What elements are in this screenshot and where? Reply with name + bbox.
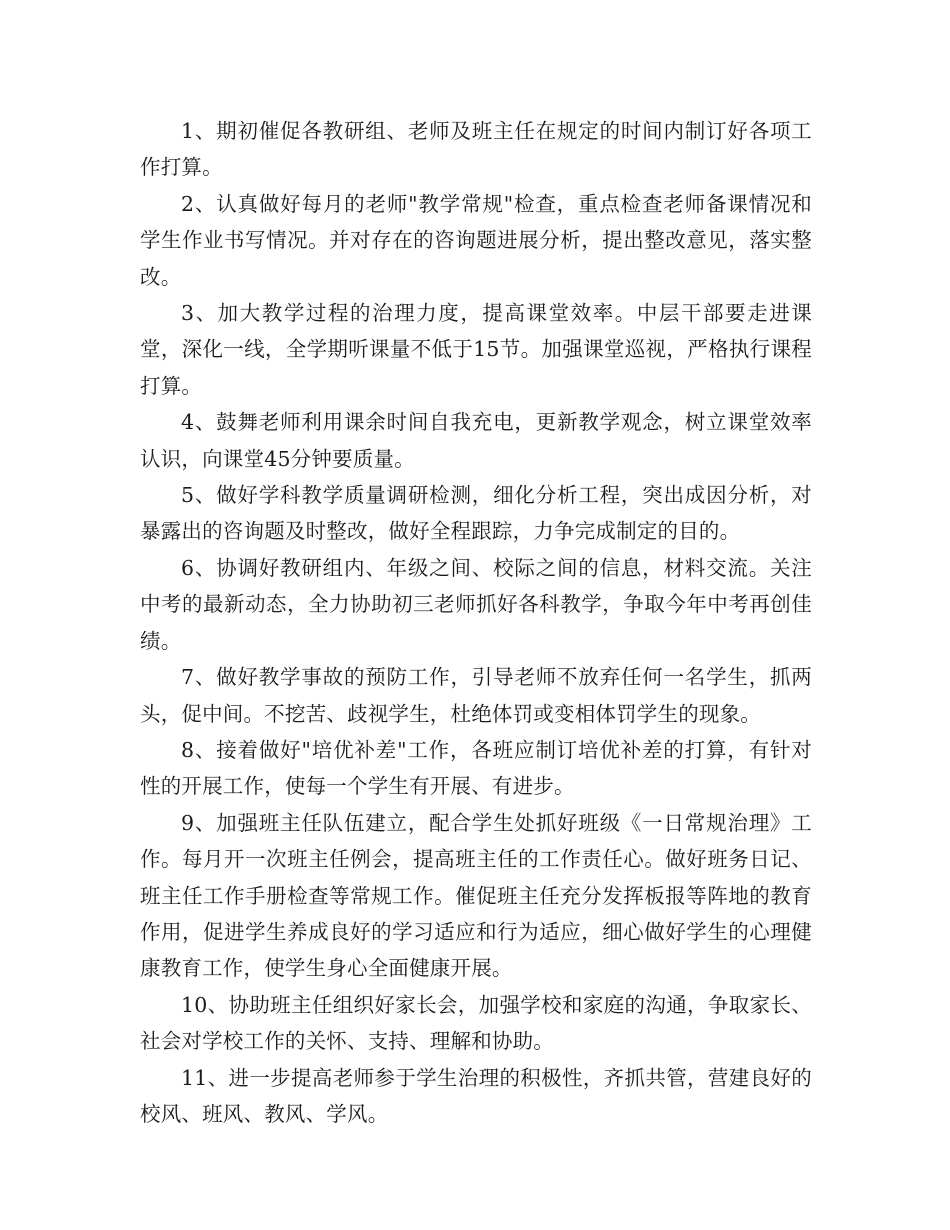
paragraph-item-6: 6、协调好教研组内、年级之间、校际之间的信息，材料交流。关注中考的最新动态，全力协助初三老师抓好各科教学，争取今年中考再创佳绩。 [140,555,812,653]
paragraph-item-11: 11、进一步提高老师参于学生治理的积极性，齐抓共管，营建良好的校风、班风、教风、学风。 [140,1065,812,1126]
document-body [140,113,812,1132]
paragraph-item-4: 4、鼓舞老师利用课余时间自我充电，更新教学观念，树立课堂效率认识，向课堂45分钟要质量。 [140,410,812,471]
paragraph-item-2: 2、认真做好每月的老师"教学常规"检查，重点检查老师备课情况和学生作业书写情况。并对存在的咨询题进展分析，提出整改意见，落实整改。 [140,191,812,289]
paragraph-item-8: 8、接着做好"培优补差"工作，各班应制订培优补差的打算，有针对性的开展工作，使每一个学生有开展、有进步。 [140,737,812,799]
paragraph-item-7: 7、做好教学事故的预防工作，引导老师不放弃任何一名学生，抓两头，促中间。不挖苦、歧视学生，杜绝体罚或变相体罚学生的现象。 [140,665,812,726]
paragraph-item-10: 10、协助班主任组织好家长会，加强学校和家庭的沟通，争取家长、社会对学校工作的关怀、支持、理解和协助。 [140,992,812,1054]
paragraph-item-3: 3、加大教学过程的治理力度，提高课堂效率。中层干部要走进课堂，深化一线，全学期听课量不低于15节。加强课堂巡视，严格执行课程打算。 [140,301,812,398]
paragraph-item-5: 5、做好学科教学质量调研检测，细化分析工程，突出成因分析，对暴露出的咨询题及时整改，做好全程跟踪，力争完成制定的目的。 [140,483,812,544]
paragraph-item-1: 1、期初催促各教研组、老师及班主任在规定的时间内制订好各项工作打算。 [140,119,812,180]
paragraph-item-9: 9、加强班主任队伍建立，配合学生处抓好班级《一日常规治理》工作。每月开一次班主任例会，提高班主任的工作责任心。做好班务日记、班主任工作手册检查等常规工作。催促班主任充分发挥板报等阵地的教育作用，促进学生养成良好的学习适应和行为适应，细心做好学生的心理健康教育工作，使学生身心全面健康开展。 [140,810,812,981]
